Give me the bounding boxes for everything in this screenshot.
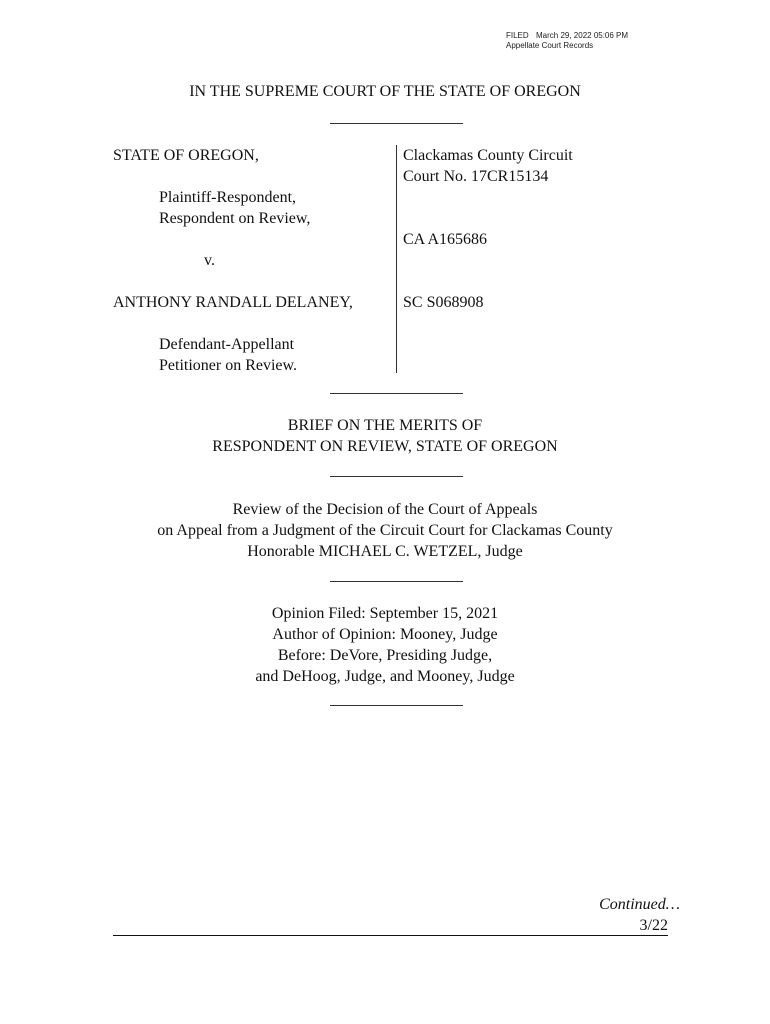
review-line-1: Review of the Decision of the Court of Appeals: [232, 501, 538, 518]
footer-rule: [113, 935, 668, 936]
versus: v.: [204, 252, 215, 269]
opinion-author: Author of Opinion: Mooney, Judge: [272, 626, 498, 643]
brief-title: [0, 415, 770, 457]
opinion-filed: Opinion Filed: September 15, 2021: [271, 605, 499, 622]
defendant-name: ANTHONY RANDALL DELANEY,: [113, 294, 353, 311]
sc-number: SC S068908: [403, 294, 484, 311]
review-statement: [0, 499, 770, 562]
rule-4: [330, 581, 463, 582]
filing-stamp: [506, 31, 628, 51]
defendant-role-1: Defendant-Appellant: [159, 336, 295, 353]
page-number: 3/22: [639, 917, 668, 934]
court-title: IN THE SUPREME COURT OF THE STATE OF OREGON: [189, 83, 581, 100]
ca-number: CA A165686: [403, 231, 488, 248]
continued-note: Continued…: [599, 896, 680, 913]
stamp-source: Appellate Court Records: [506, 41, 594, 50]
circuit-court-line-2: Court No. 17CR15134: [403, 168, 549, 185]
brief-title-line-2: RESPONDENT ON REVIEW, STATE OF OREGON: [212, 438, 558, 455]
caption-parties: [113, 145, 393, 376]
caption-case-numbers: [403, 145, 703, 313]
stamp-filed-label: FILED: [506, 31, 529, 40]
caption-divider: [396, 145, 397, 373]
rule-5: [330, 705, 463, 706]
plaintiff-role-1: Plaintiff-Respondent,: [159, 189, 297, 206]
plaintiff-name: STATE OF OREGON,: [113, 147, 259, 164]
brief-title-line-1: BRIEF ON THE MERITS OF: [287, 417, 483, 434]
review-line-2: on Appeal from a Judgment of the Circuit Court for Clackamas County: [157, 522, 613, 539]
review-line-3: Honorable MICHAEL C. WETZEL, Judge: [247, 543, 523, 560]
opinion-panel: and DeHoog, Judge, and Mooney, Judge: [255, 668, 515, 685]
plaintiff-role-2: Respondent on Review,: [159, 210, 311, 227]
rule-1: [330, 123, 463, 124]
stamp-datetime: March 29, 2022 05:06 PM: [536, 31, 629, 40]
opinion-before: Before: DeVore, Presiding Judge,: [277, 647, 493, 664]
circuit-court-line-1: Clackamas County Circuit: [403, 147, 573, 164]
rule-3: [330, 476, 463, 477]
defendant-role-2: Petitioner on Review.: [159, 357, 298, 374]
opinion-details: [0, 603, 770, 687]
rule-2: [330, 393, 463, 394]
